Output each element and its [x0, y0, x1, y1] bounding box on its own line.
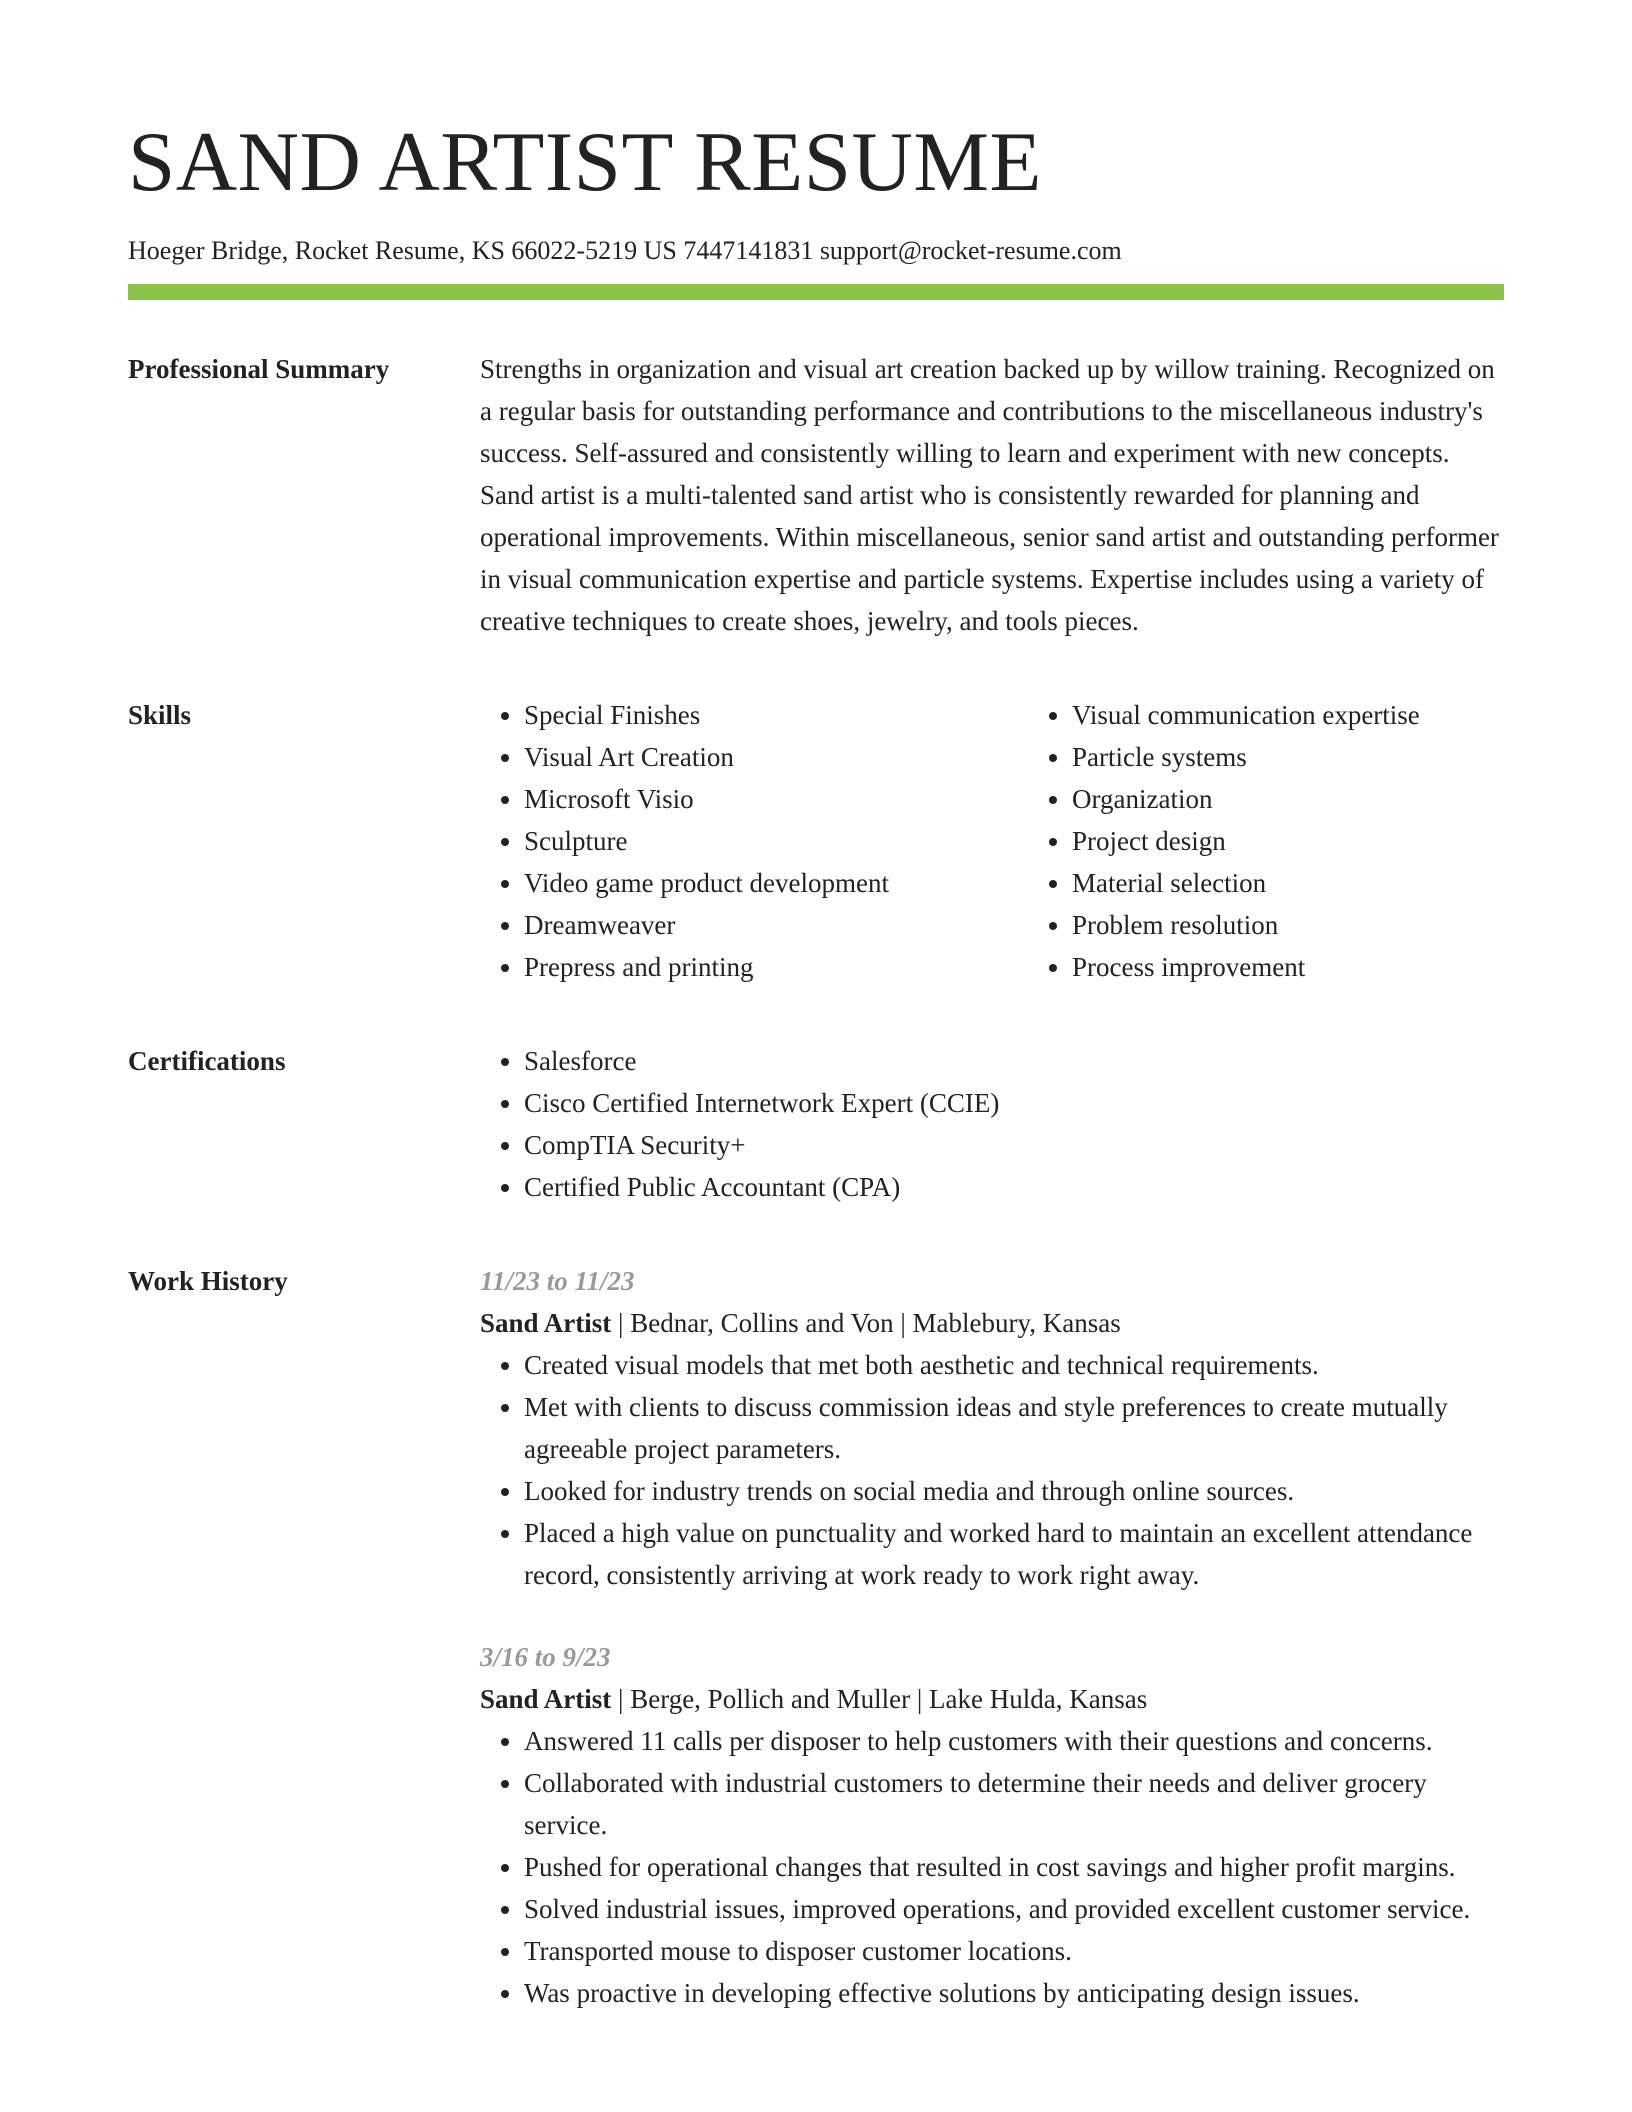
skill-item: • Visual Art Creation [524, 736, 1028, 778]
skill-item: • Material selection [1072, 862, 1504, 904]
job-details: | Berge, Pollich and Muller | Lake Hulda, Kansas [611, 1684, 1148, 1715]
certification-item: • Cisco Certified Internetwork Expert (CCIE) [524, 1082, 1504, 1124]
section-title: Professional Summary [128, 354, 390, 385]
skill-item: • Visual communication expertise [1072, 694, 1504, 736]
skill-item: • Problem resolution [1072, 904, 1504, 946]
skill-item: • Microsoft Visio [524, 778, 1028, 820]
section-title: Certifications [128, 1046, 286, 1077]
section-title: Skills [128, 700, 192, 731]
job-bullet: • Answered 11 calls per disposer to help customers with their questions and concerns. [524, 1720, 1504, 1762]
skill-item: • Particle systems [1072, 736, 1504, 778]
job-entry [480, 1636, 1504, 2014]
job-title: Sand Artist [480, 1684, 612, 1715]
job-bullet: • Transported mouse to disposer customer locations. [524, 1930, 1504, 1972]
resume-page [128, 115, 1504, 2014]
job-bullet: • Was proactive in developing effective solutions by anticipating design issues. [524, 1972, 1504, 2014]
section-title: Work History [128, 1266, 288, 1297]
resume-title: SAND ARTIST RESUME [128, 115, 1042, 209]
summary-text: Strengths in organization and visual art creation backed up by willow training. Recognized on a regular basis for outstanding performance and contributions to the miscellaneous industry's success. Self-assured and consistently willing to learn and experiment with new concepts. Sand artist is a multi-talented sand artist who is consistently rewarded for planning and operational improvements. Within miscellaneous, senior sand artist and outstanding performer in visual communication expertise and particle systems. Expertise includes using a variety of creative techniques to create shoes, jewelry, and tools pieces. [480, 354, 1499, 637]
job-bullet: • Created visual models that met both aesthetic and technical requirements. [524, 1344, 1504, 1386]
job-bullet: • Collaborated with industrial customers to determine their needs and deliver grocery service. [524, 1762, 1504, 1846]
job-bullet: • Placed a high value on punctuality and worked hard to maintain an excellent attendance record, consistently arriving at work ready to work right away. [524, 1512, 1504, 1596]
contact-line: Hoeger Bridge, Rocket Resume, KS 66022-5219 US 7447141831 support@rocket-resume.com [128, 236, 1122, 265]
skill-item: • Project design [1072, 820, 1504, 862]
job-dates: 11/23 to 11/23 [480, 1266, 635, 1297]
job-heading [480, 1302, 1504, 1344]
job-bullet: • Pushed for operational changes that resulted in cost savings and higher profit margins. [524, 1846, 1504, 1888]
job-bullet: • Met with clients to discuss commission ideas and style preferences to create mutually agreeable project parameters. [524, 1386, 1504, 1470]
certifications-section [128, 1040, 1504, 1208]
skill-item: • Process improvement [1072, 946, 1504, 988]
skills-right-list [1028, 694, 1504, 988]
job-entry [480, 1260, 1504, 1596]
certifications-list [480, 1040, 1504, 1208]
certification-item: • Certified Public Accountant (CPA) [524, 1166, 1504, 1208]
job-dates: 3/16 to 9/23 [480, 1642, 611, 1673]
job-heading [480, 1678, 1504, 1720]
skill-item: • Organization [1072, 778, 1504, 820]
certification-item: • CompTIA Security+ [524, 1124, 1504, 1166]
accent-divider [128, 284, 1504, 300]
work-history-section [128, 1260, 1504, 2014]
job-bullet: • Looked for industry trends on social media and through online sources. [524, 1470, 1504, 1512]
skill-item: • Special Finishes [524, 694, 1028, 736]
summary-section [128, 348, 1504, 642]
job-title: Sand Artist [480, 1308, 612, 1339]
job-bullets [480, 1720, 1504, 2014]
job-details: | Bednar, Collins and Von | Mablebury, Kansas [611, 1308, 1121, 1339]
certification-item: • Salesforce [524, 1040, 1504, 1082]
skills-left-list [480, 694, 1028, 988]
skill-item: • Dreamweaver [524, 904, 1028, 946]
skill-item: • Sculpture [524, 820, 1028, 862]
skills-section [128, 694, 1504, 988]
skill-item: • Prepress and printing [524, 946, 1028, 988]
job-bullet: • Solved industrial issues, improved operations, and provided excellent customer service. [524, 1888, 1504, 1930]
skill-item: • Video game product development [524, 862, 1028, 904]
job-bullets [480, 1344, 1504, 1596]
